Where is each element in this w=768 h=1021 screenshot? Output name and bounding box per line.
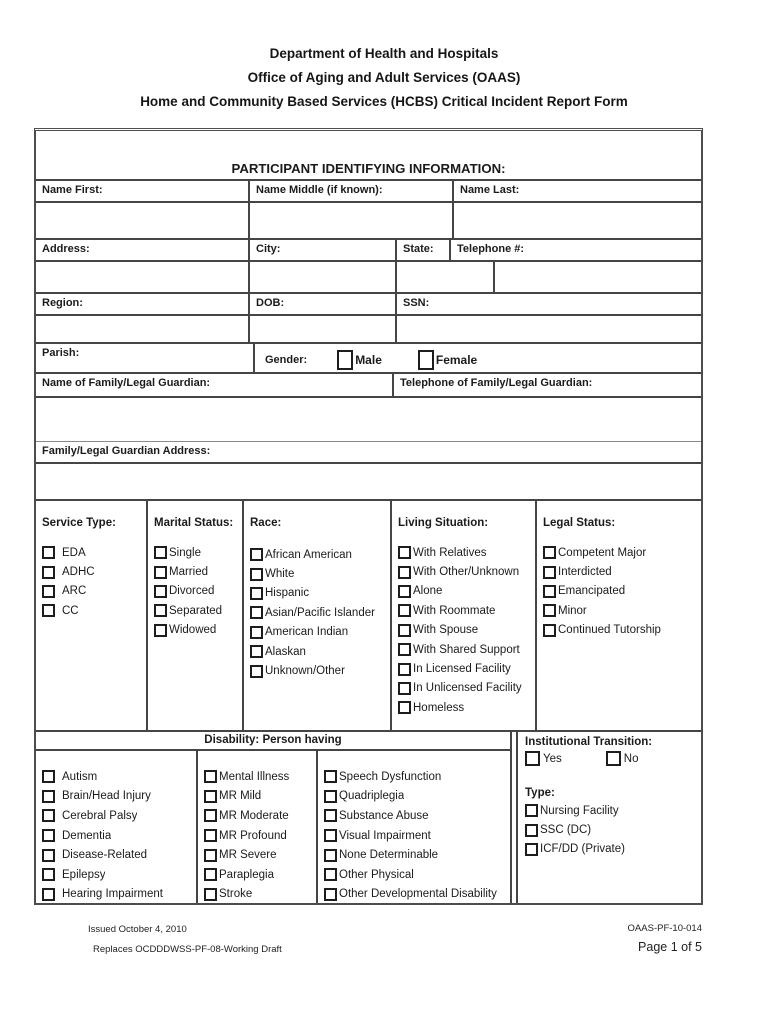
service-type-title: Service Type:	[42, 517, 116, 529]
institutional-transition-title: Institutional Transition:	[525, 736, 653, 748]
option-label: With Relatives	[413, 546, 487, 559]
checkbox-option	[324, 885, 510, 905]
checkbox[interactable]	[154, 624, 167, 637]
option-label: Paraplegia	[219, 868, 274, 881]
header-office: Office of Aging and Adult Services (OAAS)	[247, 70, 521, 85]
checkbox[interactable]	[204, 868, 217, 881]
checkbox-option	[154, 543, 242, 562]
checkbox-option	[324, 826, 510, 846]
service-type-column	[36, 501, 148, 730]
guardian-phone-label: Telephone of Family/Legal Guardian:	[400, 377, 593, 389]
gender-cell	[255, 344, 701, 372]
checkbox[interactable]	[42, 770, 55, 783]
name-middle-label: Name Middle (if known):	[250, 181, 454, 201]
option-label: CC	[62, 604, 79, 617]
checkbox-option	[42, 826, 196, 846]
gender-label: Gender:	[265, 353, 308, 366]
option-label: MR Mild	[219, 790, 262, 803]
option-label: With Other/Unknown	[413, 566, 520, 579]
checkbox-option	[324, 806, 510, 826]
checkbox-option	[250, 545, 390, 564]
checkbox[interactable]	[324, 809, 337, 822]
option-label: Speech Dysfunction	[339, 770, 442, 783]
checkbox-option	[398, 640, 535, 659]
option-label: Homeless	[413, 701, 465, 714]
option-label: Brain/Head Injury	[62, 790, 151, 803]
option-label: Dementia	[62, 829, 112, 842]
guardian-input-row	[36, 398, 701, 442]
option-label: Hearing Impairment	[62, 888, 163, 901]
checkbox[interactable]	[398, 585, 411, 598]
male-checkbox[interactable]	[337, 350, 353, 370]
name-input-row	[36, 203, 701, 240]
option-label: Autism	[62, 770, 98, 783]
checkbox-option	[250, 661, 390, 680]
option-label: ADHC	[62, 566, 95, 579]
checkbox[interactable]	[250, 665, 263, 678]
checkbox[interactable]	[154, 546, 167, 559]
name-first-input[interactable]	[36, 203, 250, 238]
option-label: MR Profound	[219, 829, 287, 842]
option-label: EDA	[62, 546, 86, 559]
institutional-type-options	[525, 799, 701, 859]
race-title: Race:	[250, 517, 282, 529]
name-first-label: Name First:	[36, 181, 250, 201]
checkbox[interactable]	[42, 604, 55, 617]
option-label: Separated	[169, 604, 223, 617]
option-label: Hispanic	[265, 587, 310, 600]
marital-status-column	[148, 501, 244, 730]
living-situation-column	[392, 501, 537, 730]
checkbox[interactable]	[543, 585, 556, 598]
section-title: PARTICIPANT IDENTIFYING INFORMATION:	[36, 131, 701, 181]
male-label: Male	[355, 352, 382, 367]
checkbox[interactable]	[42, 546, 55, 559]
option-label: American Indian	[265, 626, 349, 639]
checkbox[interactable]	[398, 663, 411, 676]
checkbox[interactable]	[324, 770, 337, 783]
option-label: Quadriplegia	[339, 790, 405, 803]
checkbox-option	[42, 543, 146, 562]
checkbox[interactable]	[250, 548, 263, 561]
region-input-row	[36, 316, 701, 344]
state-label: State:	[397, 240, 451, 260]
checkbox-option	[543, 601, 701, 620]
demographics-section	[36, 501, 701, 732]
yes-label: Yes	[543, 752, 562, 765]
no-label: No	[623, 752, 639, 765]
checkbox-option	[250, 603, 390, 622]
option-label: Interdicted	[558, 566, 612, 579]
marital-status-options	[148, 529, 242, 640]
guardian-header-row	[36, 374, 701, 398]
option-label: MR Severe	[219, 849, 277, 862]
checkbox[interactable]	[250, 587, 263, 600]
checkbox[interactable]	[204, 849, 217, 862]
name-header-row	[36, 181, 701, 203]
guardian-address-input-row	[36, 464, 701, 501]
region-input[interactable]	[36, 316, 250, 342]
checkbox-option	[525, 820, 701, 839]
parish-label: Parish:	[36, 344, 255, 372]
checkbox[interactable]	[543, 546, 556, 559]
dob-label: DOB:	[250, 294, 397, 314]
checkbox[interactable]	[324, 790, 337, 803]
disability-title: Disability: Person having	[36, 732, 510, 751]
living-situation-title: Living Situation:	[398, 517, 489, 529]
address-label: Address:	[36, 240, 250, 260]
checkbox-option	[42, 787, 196, 807]
guardian-address-label: Family/Legal Guardian Address:	[42, 445, 211, 457]
dob-input[interactable]	[250, 316, 397, 342]
checkbox-option	[42, 865, 196, 885]
header-form-title: Home and Community Based Services (HCBS) Critical Incident Report Form	[140, 94, 628, 109]
option-label: African American	[265, 548, 352, 561]
name-last-input[interactable]	[454, 203, 701, 238]
checkbox[interactable]	[250, 645, 263, 658]
checkbox[interactable]	[250, 568, 263, 581]
checkbox-option	[204, 826, 316, 846]
checkbox-option	[250, 642, 390, 661]
checkbox-option	[204, 865, 316, 885]
checkbox-option	[398, 582, 535, 601]
checkbox[interactable]	[204, 809, 217, 822]
footer-form-number: OAAS-PF-10-014	[627, 923, 702, 934]
address-input-row	[36, 262, 701, 294]
marital-status-title: Marital Status:	[154, 517, 234, 529]
checkbox[interactable]	[250, 606, 263, 619]
checkbox-option	[204, 845, 316, 865]
checkbox[interactable]	[324, 868, 337, 881]
option-label: Unknown/Other	[265, 665, 345, 678]
checkbox-option	[250, 584, 390, 603]
checkbox[interactable]	[398, 604, 411, 617]
option-label: With Shared Support	[413, 643, 520, 656]
checkbox[interactable]	[543, 624, 556, 637]
telephone-input[interactable]	[495, 262, 701, 292]
female-label: Female	[435, 352, 478, 367]
disability-area	[36, 732, 512, 905]
checkbox[interactable]	[204, 790, 217, 803]
checkbox-option	[543, 621, 701, 640]
checkbox-option	[543, 582, 701, 601]
institutional-type-title: Type:	[525, 787, 555, 799]
checkbox[interactable]	[525, 843, 538, 856]
checkbox[interactable]	[398, 546, 411, 559]
option-label: Single	[169, 546, 201, 559]
checkbox-option	[42, 806, 196, 826]
checkbox-option	[324, 845, 510, 865]
checkbox-option	[154, 621, 242, 640]
document-header	[0, 42, 768, 114]
option-label: Disease-Related	[62, 849, 148, 862]
checkbox[interactable]	[398, 682, 411, 695]
checkbox-option	[204, 806, 316, 826]
option-label: Epilepsy	[62, 868, 106, 881]
address-input[interactable]	[36, 262, 250, 292]
checkbox-option	[204, 787, 316, 807]
female-checkbox[interactable]	[418, 350, 434, 370]
checkbox-option	[324, 865, 510, 885]
checkbox[interactable]	[42, 849, 55, 862]
yes-checkbox[interactable]	[525, 751, 540, 766]
option-label: Married	[169, 566, 208, 579]
option-label: Minor	[558, 604, 587, 617]
checkbox[interactable]	[543, 604, 556, 617]
checkbox[interactable]	[154, 585, 167, 598]
option-label: With Spouse	[413, 624, 479, 637]
option-label: Stroke	[219, 888, 253, 901]
option-label: ARC	[62, 585, 87, 598]
option-label: None Determinable	[339, 849, 439, 862]
checkbox[interactable]	[324, 888, 337, 901]
option-label: In Unlicensed Facility	[413, 682, 522, 695]
option-label: Alaskan	[265, 645, 306, 658]
option-label: SSC (DC)	[540, 824, 592, 837]
option-label: With Roommate	[413, 604, 496, 617]
option-label: MR Moderate	[219, 809, 289, 822]
legal-status-title: Legal Status:	[543, 517, 616, 529]
footer-page-number: Page 1 of 5	[638, 940, 702, 954]
option-label: Nursing Facility	[540, 804, 619, 817]
checkbox[interactable]	[154, 566, 167, 579]
region-header-row	[36, 294, 701, 316]
checkbox-option	[250, 564, 390, 583]
telephone-label: Telephone #:	[457, 243, 525, 255]
checkbox[interactable]	[42, 585, 55, 598]
checkbox-option	[42, 767, 196, 787]
footer-left	[88, 920, 282, 960]
checkbox[interactable]	[42, 809, 55, 822]
name-middle-input[interactable]	[250, 203, 454, 238]
guardian-address-input[interactable]	[36, 464, 701, 499]
checkbox[interactable]	[204, 888, 217, 901]
checkbox-option	[398, 659, 535, 678]
checkbox-option	[154, 582, 242, 601]
disability-column-3	[318, 751, 510, 905]
checkbox[interactable]	[525, 804, 538, 817]
checkbox-option	[250, 623, 390, 642]
service-type-options	[36, 529, 146, 621]
checkbox[interactable]	[204, 829, 217, 842]
footer-right	[628, 920, 702, 956]
checkbox[interactable]	[324, 849, 337, 862]
participant-info-table	[34, 128, 703, 905]
checkbox-option	[543, 543, 701, 562]
option-label: Mental Illness	[219, 770, 290, 783]
checkbox[interactable]	[398, 643, 411, 656]
option-label: Continued Tutorship	[558, 624, 661, 637]
checkbox-option	[398, 621, 535, 640]
disability-column-1	[36, 751, 198, 905]
checkbox[interactable]	[204, 770, 217, 783]
guardian-name-label: Name of Family/Legal Guardian:	[36, 374, 394, 396]
name-last-label: Name Last:	[460, 184, 520, 196]
option-label: ICF/DD (Private)	[540, 843, 625, 856]
checkbox[interactable]	[154, 604, 167, 617]
checkbox[interactable]	[398, 701, 411, 714]
option-label: Asian/Pacific Islander	[265, 606, 375, 619]
city-label: City:	[250, 240, 397, 260]
checkbox-option	[42, 562, 146, 581]
option-label: Other Physical	[339, 868, 414, 881]
parish-gender-row	[36, 344, 701, 374]
city-input[interactable]	[250, 262, 397, 292]
region-label: Region:	[36, 294, 250, 314]
option-label: Emancipated	[558, 585, 626, 598]
ssn-label: SSN:	[403, 297, 430, 309]
checkbox[interactable]	[324, 829, 337, 842]
checkbox-option	[398, 698, 535, 717]
option-label: Competent Major	[558, 546, 647, 559]
option-label: Substance Abuse	[339, 809, 429, 822]
checkbox[interactable]	[398, 566, 411, 579]
no-checkbox[interactable]	[606, 751, 621, 766]
checkbox-option	[525, 801, 701, 820]
checkbox-option	[42, 845, 196, 865]
legal-status-column	[537, 501, 701, 730]
checkbox-option	[398, 543, 535, 562]
race-options	[244, 529, 390, 681]
checkbox-option	[543, 562, 701, 581]
footer-issued: Issued October 4, 2010	[88, 924, 187, 935]
checkbox-option	[42, 582, 146, 601]
checkbox-option	[398, 562, 535, 581]
option-label: Widowed	[169, 624, 217, 637]
institutional-transition-box	[516, 732, 701, 905]
checkbox[interactable]	[42, 829, 55, 842]
checkbox-option	[154, 601, 242, 620]
checkbox[interactable]	[42, 790, 55, 803]
disability-section	[36, 732, 701, 905]
checkbox-option	[398, 679, 535, 698]
checkbox-option	[204, 885, 316, 905]
header-department: Department of Health and Hospitals	[269, 46, 499, 61]
option-label: Visual Impairment	[339, 829, 431, 842]
checkbox[interactable]	[42, 566, 55, 579]
option-label: White	[265, 568, 295, 581]
checkbox[interactable]	[525, 824, 538, 837]
checkbox-option	[324, 787, 510, 807]
address-header-row	[36, 240, 701, 262]
living-situation-options	[392, 529, 535, 718]
checkbox-option	[525, 840, 701, 859]
disability-columns	[36, 751, 510, 905]
checkbox-option	[154, 562, 242, 581]
guardian-address-header-row	[36, 442, 701, 464]
checkbox-option	[324, 767, 510, 787]
footer-replaces: Replaces OCDDDWSS-PF-08-Working Draft	[93, 944, 282, 955]
legal-status-options	[537, 529, 701, 640]
checkbox[interactable]	[250, 626, 263, 639]
option-label: Divorced	[169, 585, 215, 598]
race-column	[244, 501, 392, 730]
institutional-yes-no	[525, 751, 701, 766]
checkbox-option	[204, 767, 316, 787]
guardian-name-phone-input[interactable]	[36, 398, 701, 441]
ssn-input[interactable]	[397, 316, 701, 342]
checkbox-option	[42, 601, 146, 620]
disability-column-2	[198, 751, 318, 905]
state-input[interactable]	[397, 262, 495, 292]
checkbox-option	[398, 601, 535, 620]
checkbox[interactable]	[42, 888, 55, 901]
option-label: Alone	[413, 585, 443, 598]
option-label: Other Developmental Disability	[339, 888, 497, 901]
option-label: In Licensed Facility	[413, 663, 511, 676]
checkbox[interactable]	[398, 624, 411, 637]
checkbox[interactable]	[543, 566, 556, 579]
checkbox[interactable]	[42, 868, 55, 881]
checkbox-option	[42, 885, 196, 905]
option-label: Cerebral Palsy	[62, 809, 138, 822]
